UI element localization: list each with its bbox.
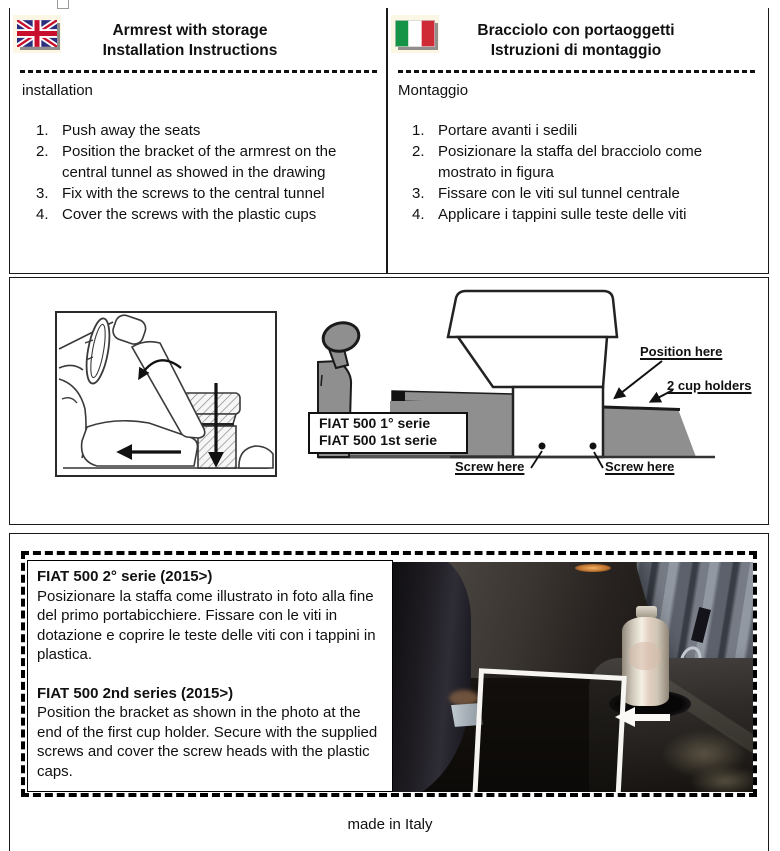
step-number: 2. — [36, 143, 49, 160]
step-number: 4. — [412, 206, 425, 223]
notice-italian-heading: FIAT 500 2° serie (2015>) — [37, 568, 213, 585]
step-text: Position the bracket of the armrest on the central tunnel as showed in the drawing — [62, 143, 337, 181]
model-label-line1: FIAT 500 1° serie — [319, 415, 431, 431]
english-steps-list — [36, 120, 370, 225]
paragraph-gap — [37, 665, 382, 684]
callout-position-here: Position here — [640, 344, 723, 359]
step-number: 1. — [36, 122, 49, 139]
english-title — [60, 21, 320, 61]
model-label-box — [308, 412, 468, 454]
step-text: Applicare i tappini sulle teste delle viti — [438, 206, 687, 223]
english-divider-rule — [20, 70, 380, 73]
step-text: Cover the screws with the plastic cups — [62, 206, 317, 223]
list-item — [36, 141, 370, 183]
notice-english-heading: FIAT 500 2nd series (2015>) — [37, 684, 234, 702]
italian-title-line2: Istruzioni di montaggio — [490, 42, 662, 59]
list-item — [36, 183, 370, 204]
bottle-label — [629, 642, 661, 670]
italy-flag-icon — [395, 20, 435, 47]
notice-italian-body: Posizionare la staffa come illustrato in foto alla fine del primo portabicchiere. Fissare con le viti in dotazione e coprire le teste delle viti con i tappini in plastica. — [37, 587, 376, 663]
notice-text-card — [27, 560, 393, 792]
list-item — [412, 204, 752, 225]
car-interior-photo — [393, 562, 753, 792]
column-divider — [386, 8, 388, 273]
step-number: 2. — [412, 143, 425, 160]
step-number: 3. — [36, 185, 49, 202]
made-in-italy-label: made in Italy — [347, 816, 433, 833]
list-item — [412, 141, 752, 183]
photo-position-marker-square — [471, 668, 627, 792]
italian-section-label: Montaggio — [398, 82, 469, 99]
list-item — [412, 183, 752, 204]
italian-title — [450, 21, 702, 61]
callout-cup-holders: 2 cup holders — [667, 378, 752, 393]
italian-title-line1: Bracciolo con portaoggetti — [477, 22, 675, 39]
list-item — [412, 120, 752, 141]
callout-screw-here-left: Screw here — [455, 459, 525, 474]
step-text: Push away the seats — [62, 122, 201, 139]
photo-left-seat — [393, 562, 471, 792]
list-item — [36, 120, 370, 141]
step-text: Portare avanti i sedili — [438, 122, 578, 139]
step-number: 4. — [36, 206, 49, 223]
notice-english-body: Position the bracket as shown in the photo at the end of the first cup holder. Secure with the supplied screws and cover the screw heads with the plastic caps. — [37, 704, 378, 780]
seat-fold-drawing — [57, 313, 275, 475]
step-text: Fissare con le viti sul tunnel centrale — [438, 185, 680, 202]
step-number: 3. — [412, 185, 425, 202]
model-label-line2: FIAT 500 1st serie — [319, 432, 438, 448]
step-number: 1. — [412, 122, 425, 139]
photo-arrow-icon — [615, 707, 635, 727]
italian-divider-rule — [398, 70, 756, 73]
italian-steps-list — [412, 120, 752, 225]
step-text: Posizionare la staffa del bracciolo come mostrato in figura — [438, 143, 703, 181]
english-title-line2: Installation Instructions — [102, 42, 278, 59]
callout-screw-here-right: Screw here — [605, 459, 675, 474]
photo-arrow-shaft — [634, 714, 670, 721]
uk-flag-panel — [13, 15, 61, 53]
english-section-label: installation — [22, 82, 93, 99]
step-text: Fix with the screws to the central tunnel — [62, 185, 325, 202]
seat-fold-diagram — [55, 311, 277, 477]
armrest-position-diagram — [300, 285, 770, 520]
english-title-line1: Armrest with storage — [112, 22, 268, 39]
italy-flag-panel — [391, 15, 439, 53]
photo-orange-light — [575, 564, 611, 572]
uk-flag-icon — [17, 20, 57, 47]
photo-light-patch — [689, 766, 753, 792]
list-item — [36, 204, 370, 225]
photo-water-bottle — [621, 606, 671, 706]
